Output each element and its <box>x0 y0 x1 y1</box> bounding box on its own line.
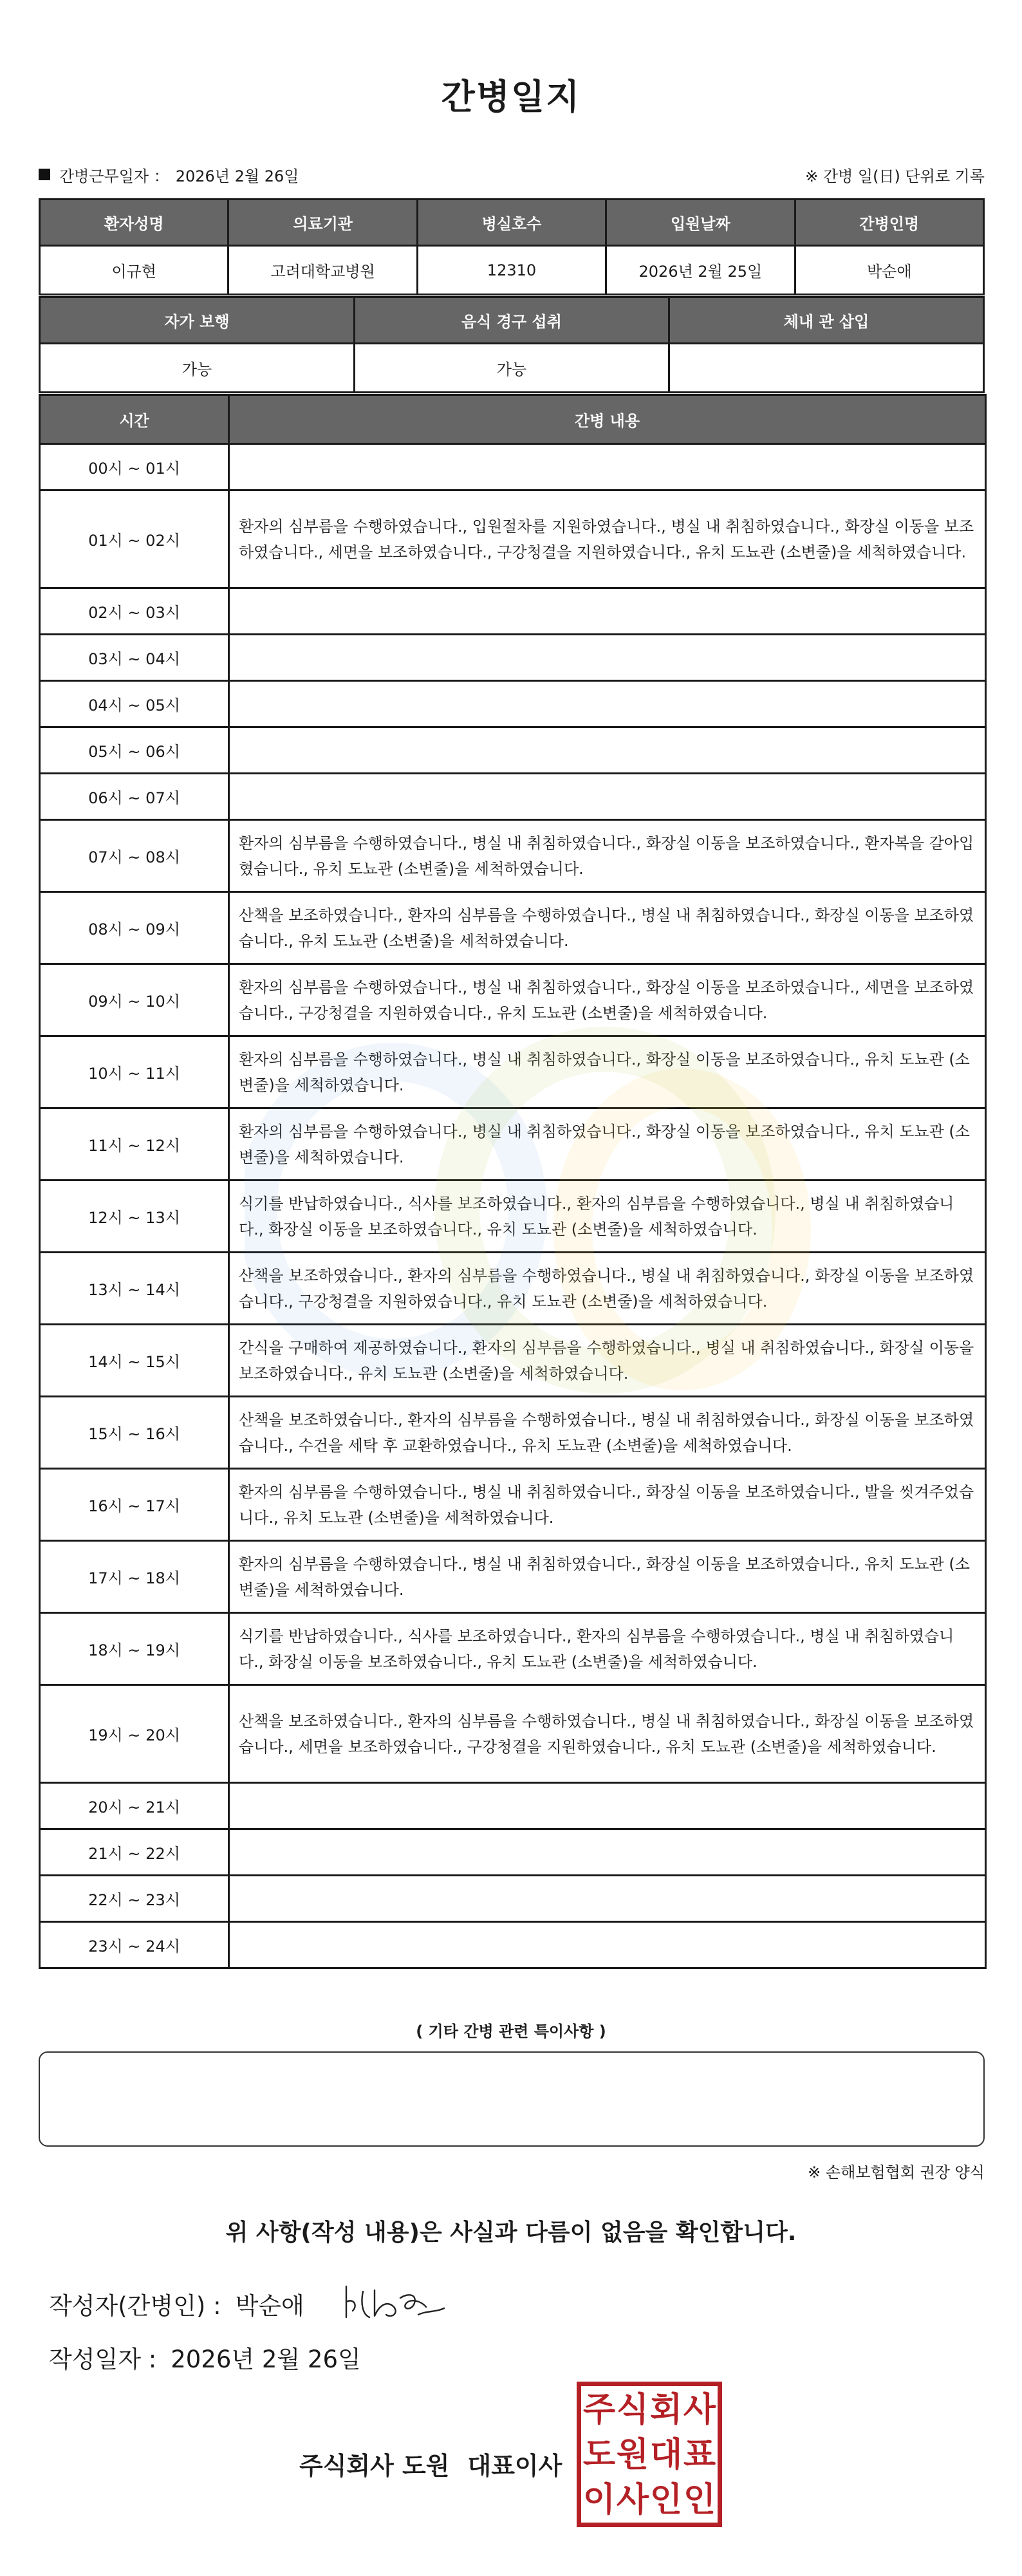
log-time: 04시 ~ 05시 <box>40 681 229 727</box>
work-date-value: 2026년 2월 26일 <box>175 167 299 185</box>
log-content: 식기를 반납하였습니다., 식사를 보조하였습니다., 환자의 심부름을 수행하였습니다., 병실 내 취침하였습니다., 화장실 이동을 보조하였습니다., 유치 도뇨관 (소변줄)을 세척하였습니다. <box>229 1181 986 1253</box>
log-time: 19시 ~ 20시 <box>40 1685 229 1783</box>
header-patient-name: 환자성명 <box>40 200 228 246</box>
care-status-table <box>39 296 985 393</box>
log-row <box>40 892 986 964</box>
log-row <box>40 964 986 1036</box>
log-row <box>40 1325 986 1397</box>
log-time: 23시 ~ 24시 <box>40 1922 229 1968</box>
seal-character: 인 <box>683 2480 716 2519</box>
notes-box[interactable] <box>39 2051 985 2147</box>
log-content: 산책을 보조하였습니다., 환자의 심부름을 수행하였습니다., 병실 내 취침하였습니다., 화장실 이동을 보조하였습니다., 유치 도뇨관 (소변줄)을 세척하였습니다. <box>229 892 986 964</box>
log-row <box>40 1685 986 1783</box>
log-content: 환자의 심부름을 수행하였습니다., 입원절차를 지원하였습니다., 병실 내 취침하였습니다., 화장실 이동을 보조하였습니다., 세면을 보조하였습니다., 구강청결을 지원하였습니다., 유치 도뇨관 (소변줄)을 세척하였습니다. <box>229 490 986 588</box>
admission-date: 2026년 2월 25일 <box>606 246 795 295</box>
sub-header-line <box>39 163 985 186</box>
log-time: 11시 ~ 12시 <box>40 1108 229 1181</box>
tube-insertion-status <box>669 344 984 393</box>
log-time: 12시 ~ 13시 <box>40 1181 229 1253</box>
square-bullet-icon <box>39 169 50 180</box>
log-content <box>229 444 986 490</box>
log-row <box>40 490 986 588</box>
log-content: 식기를 반납하였습니다., 식사를 보조하였습니다., 환자의 심부름을 수행하였습니다., 병실 내 취침하였습니다., 화장실 이동을 보조하였습니다., 유치 도뇨관 (소변줄)을 세척하였습니다. <box>229 1613 986 1685</box>
writer-name: 박순애 <box>235 2292 304 2320</box>
log-time: 08시 ~ 09시 <box>40 892 229 964</box>
log-row <box>40 1783 986 1829</box>
header-caregiver: 간병인명 <box>795 200 983 246</box>
log-row <box>40 1613 986 1685</box>
log-content <box>229 1829 986 1876</box>
caregiver-name: 박순애 <box>795 246 983 295</box>
header-hospital: 의료기관 <box>228 200 417 246</box>
log-content <box>229 1783 986 1829</box>
log-row <box>40 1397 986 1469</box>
log-time: 03시 ~ 04시 <box>40 635 229 681</box>
patient-info-table <box>39 198 985 295</box>
log-time: 18시 ~ 19시 <box>40 1613 229 1685</box>
writer-label: 작성자(간병인) : <box>49 2292 221 2320</box>
log-row <box>40 820 986 892</box>
log-time: 16시 ~ 17시 <box>40 1469 229 1541</box>
log-content: 간식을 구매하여 제공하였습니다., 환자의 심부름을 수행하였습니다., 병실 내 취침하였습니다., 화장실 이동을 보조하였습니다., 유치 도뇨관 (소변줄)을 세척하였습니다. <box>229 1325 986 1397</box>
seal-character: 이 <box>582 2480 616 2519</box>
log-row <box>40 727 986 774</box>
log-time: 02시 ~ 03시 <box>40 588 229 635</box>
header-tube-insertion: 체내 관 삽입 <box>669 297 984 344</box>
signature-icon <box>341 2279 451 2324</box>
confirm-statement: 위 사항(작성 내용)은 사실과 다름이 없음을 확인합니다. <box>225 2219 797 2246</box>
log-time: 13시 ~ 14시 <box>40 1253 229 1325</box>
header-oral-intake: 음식 경구 섭취 <box>355 297 669 344</box>
log-content: 환자의 심부름을 수행하였습니다., 병실 내 취침하였습니다., 화장실 이동을 보조하였습니다., 환자복을 갈아입혔습니다., 유치 도뇨관 (소변줄)을 세척하였습니다. <box>229 820 986 892</box>
seal-character: 사 <box>616 2480 649 2519</box>
log-time: 10시 ~ 11시 <box>40 1036 229 1108</box>
writer-row <box>49 2286 304 2321</box>
log-content: 산책을 보조하였습니다., 환자의 심부름을 수행하였습니다., 병실 내 취침하였습니다., 화장실 이동을 보조하였습니다., 세면을 보조하였습니다., 구강청결을 지원하였습니다., 유치 도뇨관 (소변줄)을 세척하였습니다. <box>229 1685 986 1783</box>
header-room: 병실호수 <box>417 200 606 246</box>
work-date-label: 간병근무일자 ： <box>59 167 169 185</box>
care-log-body <box>40 444 986 1968</box>
log-time: 17시 ~ 18시 <box>40 1541 229 1613</box>
header-care-content: 간병 내용 <box>229 395 986 444</box>
log-time: 01시 ~ 02시 <box>40 490 229 588</box>
log-time: 00시 ~ 01시 <box>40 444 229 490</box>
log-content: 환자의 심부름을 수행하였습니다., 병실 내 취침하였습니다., 화장실 이동을 보조하였습니다., 유치 도뇨관 (소변줄)을 세척하였습니다. <box>229 1108 986 1181</box>
log-content <box>229 727 986 774</box>
log-content: 환자의 심부름을 수행하였습니다., 병실 내 취침하였습니다., 화장실 이동을 보조하였습니다., 유치 도뇨관 (소변줄)을 세척하였습니다. <box>229 1541 986 1613</box>
company-name: 주식회사 도원 <box>299 2452 450 2480</box>
care-log-table <box>39 394 987 1969</box>
patient-name: 이규현 <box>40 246 228 295</box>
log-row <box>40 1108 986 1181</box>
log-content <box>229 635 986 681</box>
written-date-row <box>49 2340 361 2375</box>
seal-character: 식 <box>616 2390 649 2429</box>
log-row <box>40 1829 986 1876</box>
log-row <box>40 1036 986 1108</box>
log-content: 환자의 심부름을 수행하였습니다., 병실 내 취침하였습니다., 화장실 이동을 보조하였습니다., 세면을 보조하였습니다., 구강청결을 지원하였습니다., 유치 도뇨관 (소변줄)을 세척하였습니다. <box>229 964 986 1036</box>
company-seal-stamp <box>577 2382 722 2527</box>
page-title: 간병일지 <box>441 77 581 117</box>
log-row <box>40 681 986 727</box>
log-row <box>40 1469 986 1541</box>
seal-character: 대 <box>649 2435 683 2474</box>
log-row <box>40 588 986 635</box>
seal-character: 사 <box>683 2390 716 2429</box>
notes-label: ( 기타 간병 관련 특이사항 ) <box>416 2022 606 2040</box>
log-time: 07시 ~ 08시 <box>40 820 229 892</box>
log-content <box>229 1876 986 1922</box>
seal-character: 회 <box>649 2390 683 2429</box>
log-row <box>40 635 986 681</box>
walking-status: 가능 <box>40 344 355 393</box>
log-time: 05시 ~ 06시 <box>40 727 229 774</box>
log-row <box>40 444 986 490</box>
log-row <box>40 774 986 820</box>
log-row <box>40 1922 986 1968</box>
hospital-name: 고려대학교병원 <box>228 246 417 295</box>
log-row <box>40 1181 986 1253</box>
log-time: 06시 ~ 07시 <box>40 774 229 820</box>
seal-character: 주 <box>582 2390 616 2429</box>
log-row <box>40 1253 986 1325</box>
header-walking: 자가 보행 <box>40 297 355 344</box>
seal-character: 표 <box>683 2435 716 2474</box>
log-time: 14시 ~ 15시 <box>40 1325 229 1397</box>
room-number: 12310 <box>417 246 606 295</box>
log-content <box>229 774 986 820</box>
log-time: 21시 ~ 22시 <box>40 1829 229 1876</box>
seal-character: 원 <box>616 2435 649 2474</box>
log-time: 22시 ~ 23시 <box>40 1876 229 1922</box>
log-row <box>40 1541 986 1613</box>
log-content: 산책을 보조하였습니다., 환자의 심부름을 수행하였습니다., 병실 내 취침하였습니다., 화장실 이동을 보조하였습니다., 수건을 세탁 후 교환하였습니다., 유치 도뇨관 (소변줄)을 세척하였습니다. <box>229 1397 986 1469</box>
written-date-value: 2026년 2월 26일 <box>171 2346 361 2373</box>
log-row <box>40 1876 986 1922</box>
company-line <box>299 2446 562 2481</box>
reference-note: ※ 손해보험협회 권장 양식 <box>808 2163 985 2181</box>
header-admission-date: 입원날짜 <box>606 200 795 246</box>
company-title: 대표이사 <box>467 2452 562 2480</box>
log-content <box>229 1922 986 1968</box>
log-time: 15시 ~ 16시 <box>40 1397 229 1469</box>
header-time: 시간 <box>40 395 229 444</box>
log-content: 산책을 보조하였습니다., 환자의 심부름을 수행하였습니다., 병실 내 취침하였습니다., 화장실 이동을 보조하였습니다., 구강청결을 지원하였습니다., 유치 도뇨관 (소변줄)을 세척하였습니다. <box>229 1253 986 1325</box>
written-date-label: 작성일자 : <box>49 2346 157 2373</box>
log-content <box>229 681 986 727</box>
log-content: 환자의 심부름을 수행하였습니다., 병실 내 취침하였습니다., 화장실 이동을 보조하였습니다., 발을 씻겨주었습니다., 유치 도뇨관 (소변줄)을 세척하였습니다. <box>229 1469 986 1541</box>
log-time: 09시 ~ 10시 <box>40 964 229 1036</box>
log-time: 20시 ~ 21시 <box>40 1783 229 1829</box>
unit-note: ※ 간병 일(日) 단위로 기록 <box>805 167 985 185</box>
seal-character: 인 <box>649 2480 683 2519</box>
log-content: 환자의 심부름을 수행하였습니다., 병실 내 취침하였습니다., 화장실 이동을 보조하였습니다., 유치 도뇨관 (소변줄)을 세척하였습니다. <box>229 1036 986 1108</box>
seal-character: 도 <box>582 2435 616 2474</box>
oral-intake-status: 가능 <box>355 344 669 393</box>
log-content <box>229 588 986 635</box>
